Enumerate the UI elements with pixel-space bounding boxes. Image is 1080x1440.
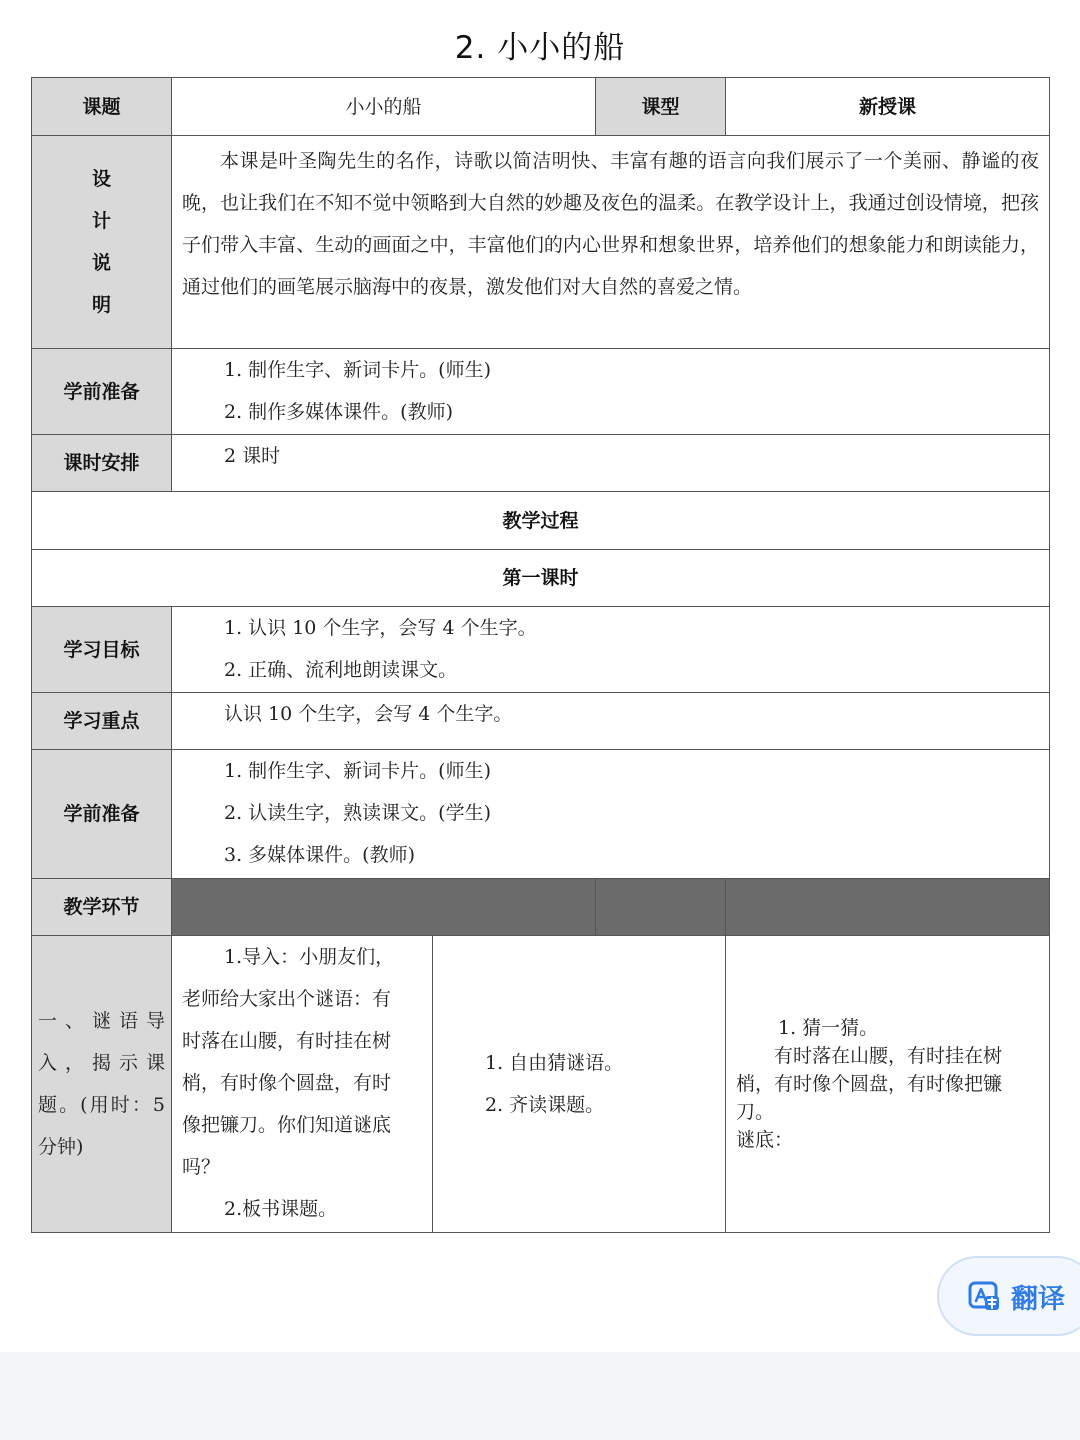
list-item: 2. 认读生字，熟读课文。(学生) (224, 802, 491, 824)
type-label: 课型 (596, 78, 726, 136)
type-value: 新授课 (726, 78, 1050, 136)
bottom-bar (0, 1352, 1080, 1440)
topic-value: 小小的船 (172, 78, 596, 136)
prep2-list (172, 750, 1050, 879)
page-title: 2. 小小的船 (454, 30, 626, 66)
list-item: 1. 认识 10 个生字，会写 4 个生字。 (224, 617, 537, 639)
prep-label: 学前准备 (32, 349, 172, 435)
teacher-activity (172, 936, 433, 1233)
design-label (32, 136, 172, 349)
design-label-char: 说 (91, 252, 111, 274)
list-item: 时落在山腰，有时挂在树 (182, 1030, 392, 1052)
list-item: 老师给大家出个谜语：有 (182, 988, 392, 1010)
list-item: 3. 多媒体课件。(教师) (224, 844, 415, 866)
lesson-heading: 第一课时 (32, 550, 1050, 607)
board-header-cell (726, 879, 1050, 936)
stage-name: 一、谜语导入，揭示课题。(用时：5 分钟) (32, 936, 172, 1233)
section-heading: 教学过程 (32, 492, 1050, 550)
design-label-char: 明 (91, 294, 111, 316)
list-item: 1. 自由猜谜语。 (485, 1052, 624, 1074)
board-riddle: 有时落在山腰，有时挂在树梢，有时像个圆盘，有时像把镰刀。 (736, 1045, 1003, 1123)
goals-label: 学习目标 (32, 607, 172, 693)
list-item: 1.导入：小朋友们， (224, 946, 395, 968)
translate-button[interactable] (937, 1256, 1080, 1336)
schedule-label: 课时安排 (32, 435, 172, 492)
focus-label: 学习重点 (32, 693, 172, 750)
schedule-value: 2 课时 (172, 435, 1050, 492)
list-item: 1. 制作生字、新词卡片。(师生) (224, 760, 491, 782)
table-row (32, 349, 1050, 435)
student-activity (433, 936, 726, 1233)
table-row (32, 435, 1050, 492)
table-row (32, 879, 1050, 936)
table-row (32, 136, 1050, 349)
focus-value: 认识 10 个生字，会写 4 个生字。 (172, 693, 1050, 750)
table-row (32, 492, 1050, 550)
table-row (32, 607, 1050, 693)
list-item: 2. 制作多媒体课件。(教师) (224, 401, 453, 423)
table-row (32, 750, 1050, 879)
board-title: 1. 猜一猜。 (778, 1017, 879, 1039)
design-label-char: 设 (91, 168, 111, 190)
list-item: 2.板书课题。 (224, 1198, 338, 1220)
board-notes (726, 936, 1050, 1233)
prep-list (172, 349, 1050, 435)
prep2-label: 学前准备 (32, 750, 172, 879)
list-item: 梢，有时像个圆盘，有时 (182, 1072, 392, 1094)
table-row (32, 78, 1050, 136)
list-item: 2. 齐读课题。 (485, 1094, 605, 1116)
list-item: 2. 正确、流利地朗读课文。 (224, 659, 458, 681)
teacher-header-cell (172, 879, 596, 936)
table-row (32, 936, 1050, 1233)
goals-list (172, 607, 1050, 693)
translate-label: 翻译 (1011, 1283, 1065, 1315)
table-row (32, 693, 1050, 750)
design-description: 本课是叶圣陶先生的名作，诗歌以简洁明快、丰富有趣的语言向我们展示了一个美丽、静谧的夜晚，也让我们在不知不觉中领略到大自然的妙趣及夜色的温柔。在教学设计上，我通过创设情境，把孩子们带入丰富、生动的画面之中，丰富他们的内心世界和想象世界，培养他们的想象能力和朗读能力，通过他们的画笔展示脑海中的夜景，激发他们对大自然的喜爱之情。 (172, 136, 1050, 349)
lesson-plan-table (31, 77, 1050, 1233)
topic-label: 课题 (32, 78, 172, 136)
board-answer: 谜底： (736, 1129, 794, 1151)
student-header-cell (596, 879, 726, 936)
list-item: 像把镰刀。你们知道谜底 (182, 1114, 392, 1136)
stage-label: 教学环节 (32, 879, 172, 936)
list-item: 1. 制作生字、新词卡片。(师生) (224, 359, 491, 381)
list-item: 吗？ (182, 1156, 221, 1178)
design-label-char: 计 (91, 210, 111, 232)
table-row (32, 550, 1050, 607)
translate-icon (967, 1279, 1001, 1313)
